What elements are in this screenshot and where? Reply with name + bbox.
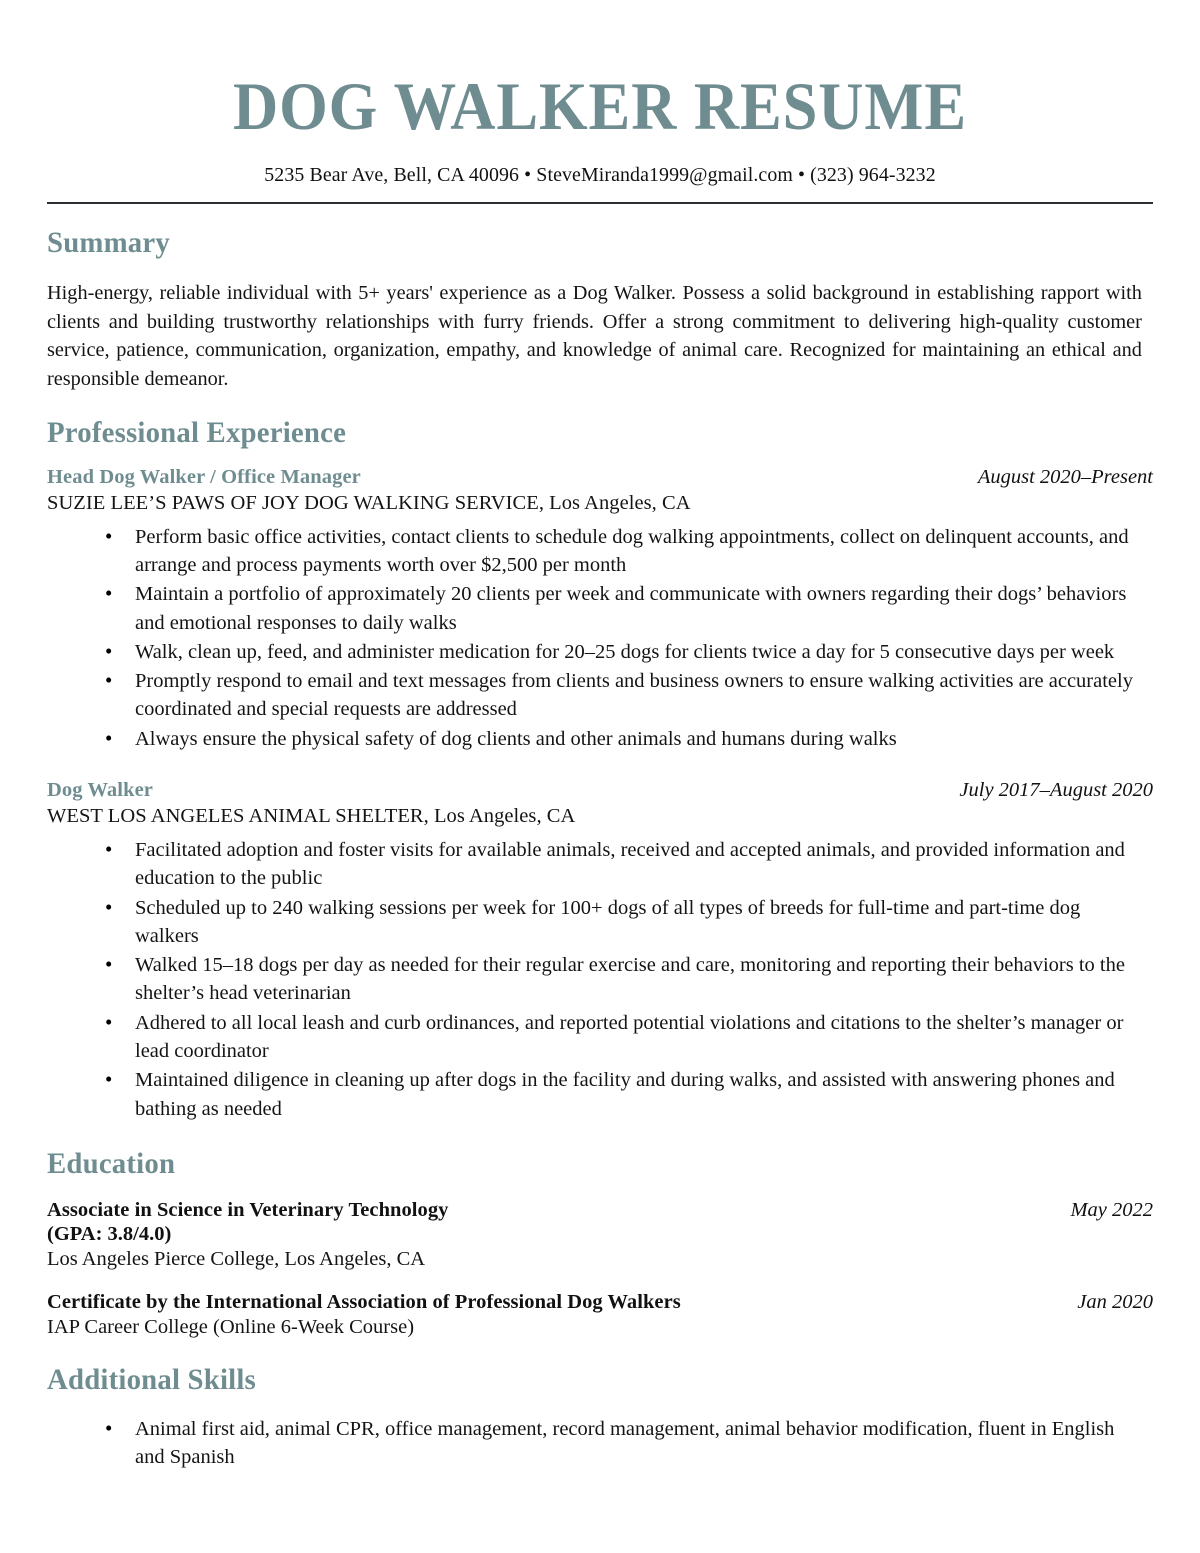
section-heading-experience: Professional Experience [47, 415, 347, 449]
education-degree: Certificate by the International Association of Professional Dog Walkers [47, 1290, 681, 1313]
education-entry [47, 1291, 1153, 1339]
summary-paragraph: High-energy, reliable individual with 5+ years' experience as a Dog Walker. Possess a solid background in establishing rapport with clients and building trustworthy relationships with furry friends. Offer a strong commitment to delivering high-quality customer service, patience, communication, organization, empathy, and knowledge of animal care. Recognized for maintaining an ethical and responsible demeanor. [47, 282, 1142, 391]
education-entry [47, 1199, 1153, 1271]
list-item: • Animal first aid, animal CPR, office management, record management, animal behavior modification, fluent in English and Spanish [47, 1415, 1153, 1472]
job-company: SUZIE LEE’S PAWS OF JOY DOG WALKING SERVICE, Los Angeles, CA [47, 491, 691, 514]
job-company: WEST LOS ANGELES ANIMAL SHELTER, Los Angeles, CA [47, 805, 576, 827]
section-skills [47, 1363, 1153, 1472]
job-bullet-list [47, 836, 1153, 1123]
education-header-row [47, 1291, 1153, 1314]
list-item: • Walked 15–18 dogs per day as needed for their regular exercise and care, monitoring and reporting their behaviors to the shelter’s head veterinarian [47, 951, 1153, 1008]
job-entry [47, 466, 1153, 753]
job-header-row [47, 466, 1153, 489]
job-date: August 2020–Present [977, 465, 1153, 488]
education-header-row [47, 1199, 1153, 1222]
education-degree: Associate in Science in Veterinary Technology [47, 1198, 449, 1221]
section-experience [47, 416, 1153, 1123]
section-education [47, 1147, 1153, 1339]
job-date: July 2017–August 2020 [959, 779, 1153, 801]
list-item: • Facilitated adoption and foster visits for available animals, received and accepted animals, and provided information and education to the public [47, 836, 1153, 893]
job-title: Dog Walker [47, 779, 153, 801]
list-item: • Maintained diligence in cleaning up after dogs in the facility and during walks, and assisted with answering phones and bathing as needed [47, 1066, 1153, 1123]
list-item: • Perform basic office activities, contact clients to schedule dog walking appointments, collect on delinquent accounts, and arrange and process payments worth over $2,500 per month [47, 523, 1153, 580]
job-header-row [47, 779, 1153, 802]
section-heading-education: Education [47, 1146, 176, 1180]
job-title: Head Dog Walker / Office Manager [47, 465, 361, 488]
resume-header [47, 0, 1153, 204]
skills-bullet-list [47, 1415, 1153, 1472]
education-gpa: (GPA: 3.8/4.0) [47, 1222, 172, 1245]
list-item: • Adhered to all local leash and curb ordinances, and reported potential violations and citations to the shelter’s manager or lead coordinator [47, 1009, 1153, 1066]
education-date: Jan 2020 [1077, 1290, 1153, 1313]
job-bullet-list [47, 523, 1153, 753]
section-heading-summary: Summary [47, 226, 170, 259]
section-heading-skills: Additional Skills [47, 1362, 256, 1396]
list-item: • Maintain a portfolio of approximately 20 clients per week and communicate with owners regarding their dogs’ behaviors and emotional responses to daily walks [47, 580, 1153, 637]
list-item: • Walk, clean up, feed, and administer medication for 20–25 dogs for clients twice a day for 5 consecutive days per week [47, 638, 1153, 666]
education-school: Los Angeles Pierce College, Los Angeles, CA [47, 1247, 426, 1270]
education-date: May 2022 [1070, 1198, 1153, 1221]
header-divider [47, 202, 1153, 204]
education-school: IAP Career College (Online 6-Week Course) [47, 1315, 415, 1338]
contact-line: 5235 Bear Ave, Bell, CA 40096 • SteveMiranda1999@gmail.com • (323) 964-3232 [264, 164, 936, 186]
section-summary [47, 226, 1153, 394]
page-title: DOG WALKER RESUME [232, 68, 968, 144]
list-item: • Promptly respond to email and text messages from clients and business owners to ensure walking activities are accurately coordinated and special requests are addressed [47, 667, 1153, 724]
list-item: • Always ensure the physical safety of dog clients and other animals and humans during walks [47, 725, 1153, 753]
job-entry [47, 779, 1153, 1123]
list-item: • Scheduled up to 240 walking sessions per week for 100+ dogs of all types of breeds for full-time and part-time dog walkers [47, 894, 1153, 951]
